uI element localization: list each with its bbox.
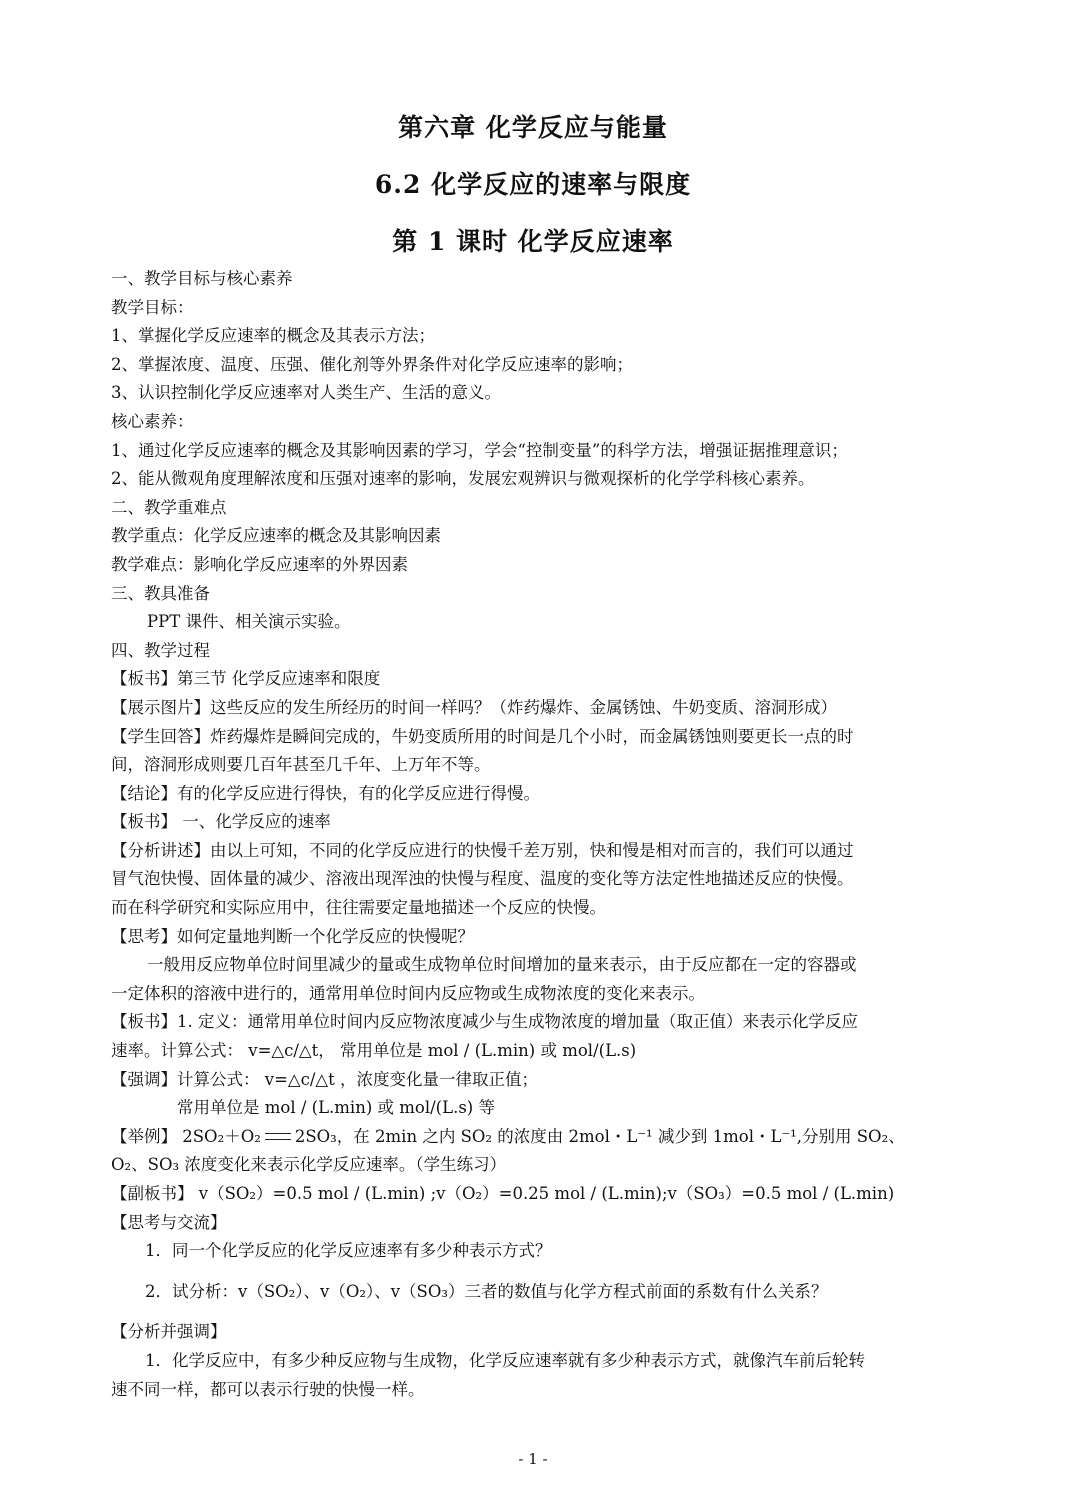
text-line: 【学生回答】炸药爆炸是瞬间完成的，牛奶变质所用的时间是几个小时，而金属锈蚀则要更长一点的时 (111, 726, 854, 746)
text-line: 【思考】如何定量地判断一个化学反应的快慢呢？ (111, 926, 474, 946)
text-line: 一般用反应物单位时间里减少的量或生成物单位时间增加的量来表示，由于反应都在一定的容器或 (147, 955, 857, 975)
text-line: 3、认识控制化学反应速率对人类生产、生活的意义。 (111, 383, 501, 403)
text-line: 速不同一样，都可以表示行驶的快慢一样。 (111, 1379, 425, 1399)
text-line: 【结论】有的化学反应进行得快，有的化学反应进行得慢。 (111, 783, 540, 803)
equilibrium-arrow-icon (265, 1131, 291, 1143)
text-line: 【板书】1. 定义：通常用单位时间内反应物浓度减少与生成物浓度的增加量（取正值）来表示化学反应 (111, 1012, 858, 1032)
text-line: 1．化学反应中，有多少种反应物与生成物，化学反应速率就有多少种表示方式，就像汽车前后轮转 (145, 1350, 865, 1370)
text-line: 教学难点：影响化学反应速率的外界因素 (111, 554, 408, 574)
text-line: 1．同一个化学反应的化学反应速率有多少种表示方式？ (145, 1241, 552, 1261)
text-line: 【分析讲述】由以上可知，不同的化学反应进行的快慢千差万别，快和慢是相对而言的，我们可以通过 (111, 840, 854, 860)
text-line: 一定体积的溶液中进行的，通常用单位时间内反应物或生成物浓度的变化来表示。 (111, 983, 705, 1003)
heading-materials: 三、教具准备 (111, 583, 210, 603)
spacer (111, 1266, 971, 1278)
text-line: 间，溶洞形成则要几百年甚至几千年、上万年不等。 (111, 755, 491, 775)
text-line: 速率。计算公式： v=△c/△t， 常用单位是 mol / (L.min) 或 mol/(L.s) (111, 1041, 637, 1061)
text-line: 2．试分析：v（SO₂）、v（O₂）、v（SO₃）三者的数值与化学方程式前面的系数有什么关系？ (145, 1281, 828, 1301)
chapter-title: 第六章 化学反应与能量 (398, 113, 668, 142)
text-line: 教学目标： (111, 297, 194, 317)
text-line: 【分析并强调】 (111, 1322, 227, 1342)
text-line: O₂、SO₃ 浓度变化来表示化学反应速率。（学生练习） (111, 1155, 507, 1175)
text-line: 2、能从微观角度理解浓度和压强对速率的影响，发展宏观辨识与微观探析的化学学科核心素养。 (111, 469, 815, 489)
heading-process: 四、教学过程 (111, 640, 210, 660)
example-line (111, 1123, 971, 1152)
example-reactants: 【举例】 2SO₂＋O₂ (111, 1126, 261, 1146)
document-body (111, 265, 971, 1404)
text-line: 核心素养： (111, 411, 194, 431)
text-line: 1、通过化学反应速率的概念及其影响因素的学习，学会“控制变量”的科学方法，增强证据推理意识； (111, 440, 848, 460)
text-line: 【强调】计算公式： v=△c/△t ，浓度变化量一律取正值； (111, 1069, 538, 1089)
text-line: 2、掌握浓度、温度、压强、催化剂等外界条件对化学反应速率的影响； (111, 354, 633, 374)
text-line: 【副板书】 v（SO₂）=0.5 mol / (L.min) ;v（O₂）=0.25 mol / (L.min);v（SO₃）=0.5 mol / (L.min) (111, 1184, 895, 1203)
text-line: 【思考与交流】 (111, 1212, 227, 1232)
heading-key-points: 二、教学重难点 (111, 497, 227, 517)
text-line: 【展示图片】这些反应的发生所经历的时间一样吗？（炸药爆炸、金属锈蚀、牛奶变质、溶洞形成） (111, 697, 837, 717)
text-line: 1、掌握化学反应速率的概念及其表示方法； (111, 326, 435, 346)
text-line: PPT 课件、相关演示实验。 (147, 612, 351, 632)
text-line: 教学重点：化学反应速率的概念及其影响因素 (111, 526, 441, 546)
example-products: 2SO₃，在 2min 之内 SO₂ 的浓度由 2mol・L⁻¹ 减少到 1mol・L⁻¹,分别用 SO₂、 (294, 1126, 905, 1146)
text-line: 冒气泡快慢、固体量的减少、溶液出现浑浊的快慢与程度、温度的变化等方法定性地描述反应的快慢。 (111, 869, 854, 889)
spacer (111, 1306, 971, 1318)
text-line: 而在科学研究和实际应用中，往往需要定量地描述一个反应的快慢。 (111, 898, 606, 918)
lesson-title: 第 1 课时 化学反应速率 (392, 227, 674, 256)
section-title: 6.2 化学反应的速率与限度 (374, 170, 692, 199)
text-line: 【板书】 一、化学反应的速率 (111, 812, 331, 832)
text-line: 常用单位是 mol / (L.min) 或 mol/(L.s) 等 (177, 1098, 495, 1118)
heading-objectives: 一、教学目标与核心素养 (111, 269, 293, 288)
text-line: 【板书】第三节 化学反应速率和限度 (111, 669, 381, 689)
page-number: - 1 - (518, 1450, 548, 1468)
